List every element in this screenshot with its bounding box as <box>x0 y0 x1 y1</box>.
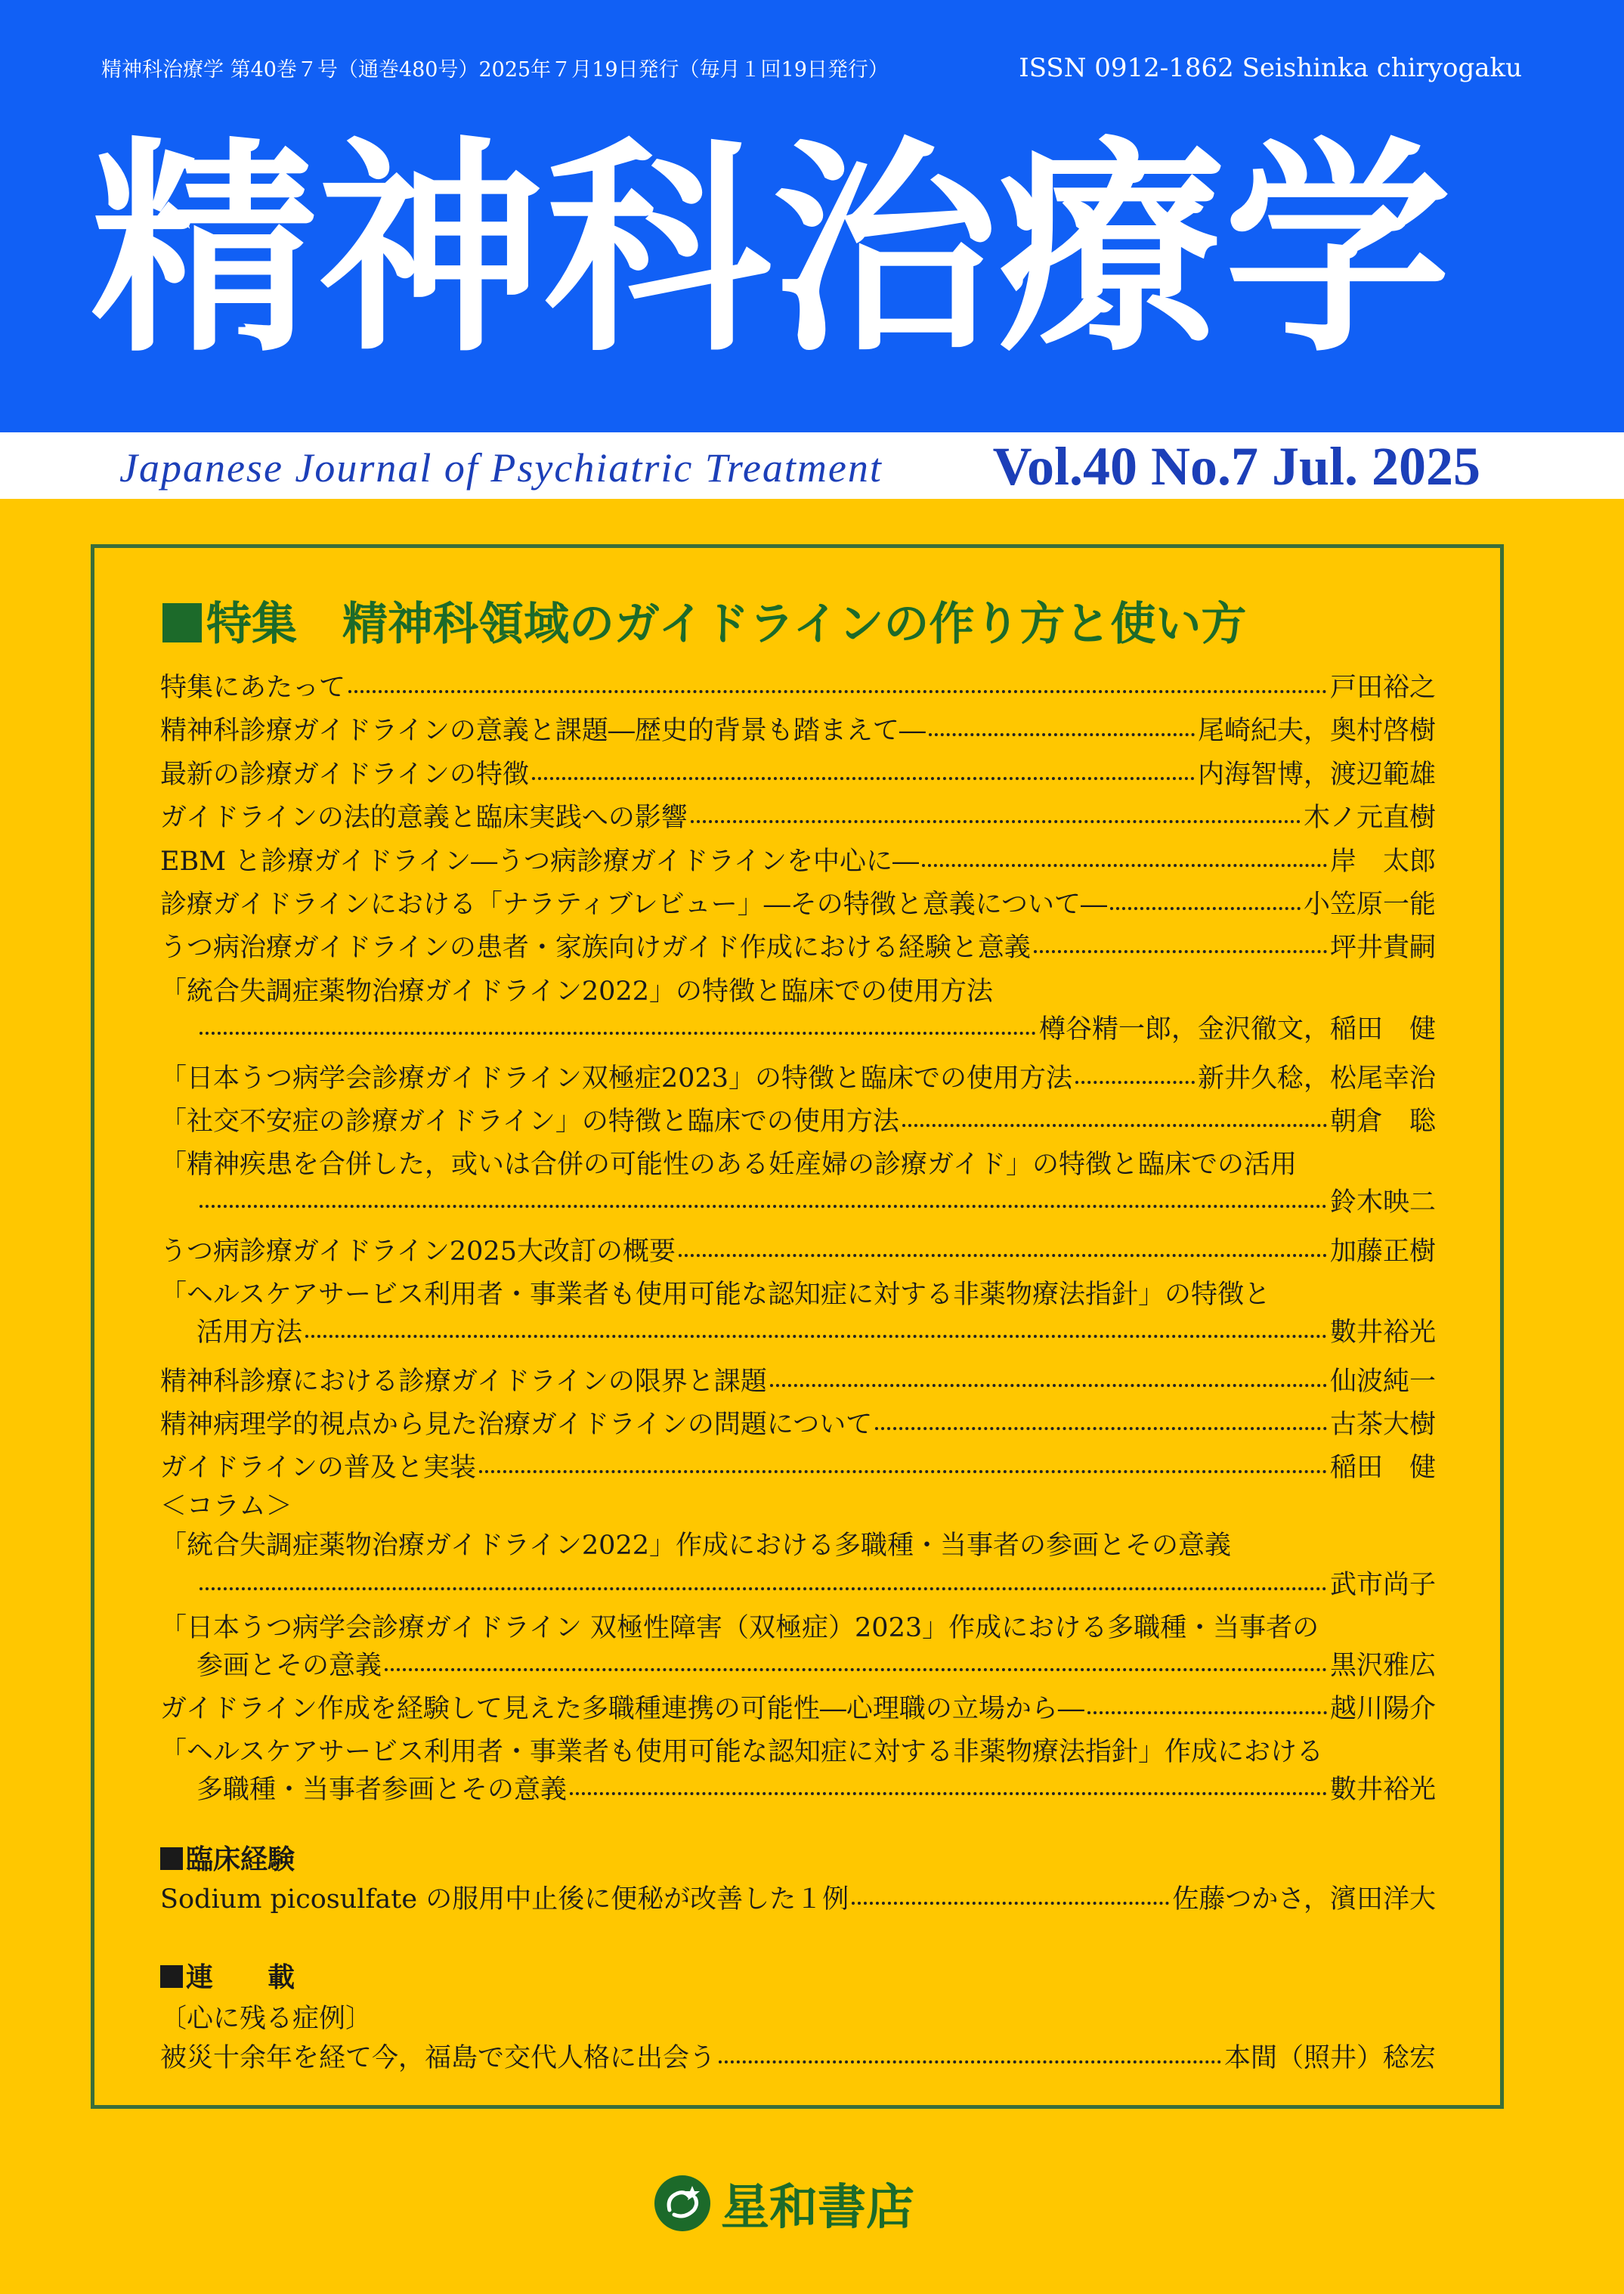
entry-title: ガイドラインの普及と実装 <box>160 1453 476 1483</box>
star-logo-icon <box>654 2175 710 2231</box>
entry-title: 「日本うつ病学会診療ガイドライン双極症2023」の特徴と臨床での使用方法 <box>160 1063 1072 1094</box>
entry-title: 参画とその意義 <box>196 1651 382 1681</box>
entry-author: 尾崎紀夫，奥村啓樹 <box>1197 716 1436 746</box>
clinical-heading <box>160 1838 295 1877</box>
entry-title: 特集にあたって <box>160 673 346 703</box>
leader-dots <box>922 843 1327 867</box>
leader-dots <box>1075 1060 1195 1084</box>
toc-entry <box>160 1276 1436 1314</box>
entry-author: 越川陽介 <box>1329 1694 1436 1724</box>
toc-entry <box>160 1449 1436 1487</box>
entry-author: 佐藤つかさ，濱田洋大 <box>1172 1884 1436 1915</box>
entry-author: 古茶大樹 <box>1329 1410 1436 1440</box>
entry-author: 本間（照井）稔宏 <box>1223 2043 1436 2073</box>
entry-title: 活用方法 <box>196 1317 303 1348</box>
toc-entry <box>160 1103 1436 1141</box>
entry-title: うつ病診療ガイドライン2025大改訂の概要 <box>160 1237 676 1267</box>
entry-author: 黒沢雅広 <box>1329 1651 1436 1681</box>
entry-title: 「精神疾患を合併した，或いは合併の可能性のある妊産婦の診療ガイド」の特徴と臨床での活用 <box>160 1150 1297 1180</box>
volume-info: Vol.40 No.7 Jul. 2025 <box>992 436 1480 497</box>
serial-subheading <box>160 1998 372 2035</box>
toc-entry <box>160 1406 1436 1444</box>
leader-dots <box>1110 886 1301 910</box>
toc-entry <box>160 1690 1436 1728</box>
leader-dots <box>479 1449 1327 1473</box>
entry-title: 精神病理学的視点から見た治療ガイドラインの問題について <box>160 1410 873 1440</box>
leader-dots <box>875 1406 1327 1430</box>
entry-title: 「ヘルスケアサービス利用者・事業者も使用可能な認知症に対する非薬物療法指針」の特徴と <box>160 1280 1270 1310</box>
leader-dots <box>385 1647 1327 1671</box>
toc-entry <box>160 886 1436 924</box>
leader-dots <box>200 1566 1327 1590</box>
entry-title: 「社交不安症の診療ガイドライン」の特徴と臨床での使用方法 <box>160 1107 899 1137</box>
publisher-name: 星和書店 <box>721 2180 914 2236</box>
toc-entry <box>160 1647 1436 1685</box>
entry-title: 「ヘルスケアサービス利用者・事業者も使用可能な認知症に対する非薬物療法指針」作成における <box>160 1737 1323 1767</box>
leader-dots <box>200 1011 1036 1035</box>
english-title: Japanese Journal of Psychiatric Treatment <box>119 445 883 491</box>
leader-dots <box>679 1233 1327 1257</box>
serial-subheading-text: 〔心に残る症例〕 <box>160 2004 373 2034</box>
column-heading <box>160 1485 292 1523</box>
toc-entry <box>160 669 1436 707</box>
entry-author: 岸 太郎 <box>1329 847 1436 877</box>
entry-title: うつ病治療ガイドラインの患者・家族向けガイド作成における経験と意義 <box>160 933 1031 963</box>
journal-title: 精神科治療学 <box>91 116 1451 382</box>
serial-heading-text: 連 載 <box>186 1962 295 1993</box>
entry-title: 最新の診療ガイドラインの特徴 <box>160 760 529 790</box>
toc-entry <box>160 1060 1436 1097</box>
leader-dots <box>200 1184 1327 1208</box>
entry-author: 木ノ元直樹 <box>1303 803 1436 833</box>
entry-author: 樽谷精一郎，金沢徹文，稲田 健 <box>1038 1014 1436 1045</box>
entry-author: 鈴木映二 <box>1329 1187 1436 1218</box>
entry-title: 「統合失調症薬物治療ガイドライン2022」の特徴と臨床での使用方法 <box>160 977 993 1007</box>
serial-heading <box>160 1956 295 1995</box>
leader-dots <box>1087 1690 1327 1714</box>
issn: ISSN 0912-1862 Seishinka chiryogaku <box>1019 53 1522 83</box>
entry-title: 多職種・当事者参画とその意義 <box>196 1775 568 1805</box>
entry-author: 坪井貴嗣 <box>1329 933 1436 963</box>
toc-entry <box>160 1527 1436 1565</box>
toc-entry <box>160 2039 1436 2077</box>
entry-author: 仙波純一 <box>1329 1367 1436 1397</box>
issue-info-bar <box>101 53 1522 88</box>
toc-entry <box>160 1314 1436 1351</box>
leader-dots <box>719 2039 1221 2063</box>
toc-entry-continued <box>160 1566 1436 1604</box>
entry-title: 「日本うつ病学会診療ガイドライン 双極性障害（双極症）2023」作成における多職種・当事者の <box>160 1613 1319 1643</box>
entry-author: 内海智博，渡辺範雄 <box>1197 760 1436 790</box>
leader-dots <box>1034 929 1327 953</box>
entry-title: 被災十余年を経て今，福島で交代人格に出会う <box>160 2043 716 2073</box>
entry-title: 精神科診療ガイドラインの意義と課題―歴史的背景も踏まえて― <box>160 716 926 746</box>
entry-author: 武市尚子 <box>1329 1570 1436 1600</box>
entry-title: 診療ガイドラインにおける「ナラティブレビュー」―その特徴と意義について― <box>160 890 1108 920</box>
publisher <box>654 2173 914 2234</box>
leader-dots <box>852 1881 1169 1905</box>
column-heading-text: ＜コラム＞ <box>160 1491 292 1522</box>
toc-entry-continued <box>160 1184 1436 1221</box>
clinical-heading-text: 臨床経験 <box>186 1844 295 1875</box>
toc-entry <box>160 756 1436 794</box>
toc-entry <box>160 799 1436 837</box>
toc-entry <box>160 929 1436 967</box>
leader-dots <box>770 1363 1327 1387</box>
toc-entry <box>160 1146 1436 1184</box>
leader-dots <box>305 1314 1327 1338</box>
entry-title: 精神科診療における診療ガイドラインの限界と課題 <box>160 1367 767 1397</box>
issue-info: 精神科治療学 第40巻７号（通巻480号）2025年７月19日発行（毎月１回19日発行） <box>101 58 889 82</box>
toc-entry <box>160 712 1436 750</box>
entry-title: ガイドライン作成を経験して見えた多職種連携の可能性―心理職の立場から― <box>160 1694 1084 1724</box>
leader-dots <box>532 756 1195 780</box>
entry-author: 數井裕光 <box>1329 1775 1436 1805</box>
entry-title: ガイドラインの法的意義と臨床実践への影響 <box>160 803 688 833</box>
leader-dots <box>902 1103 1327 1127</box>
toc-entry <box>160 843 1436 881</box>
toc-entry <box>160 1881 1436 1918</box>
feature-heading <box>162 588 1246 653</box>
square-bullet-icon <box>162 603 202 642</box>
leader-dots <box>570 1771 1327 1795</box>
entry-author: 朝倉 聡 <box>1329 1107 1436 1137</box>
entry-title: 「統合失調症薬物治療ガイドライン2022」作成における多職種・当事者の参画とその意義 <box>160 1531 1231 1561</box>
square-bullet-icon <box>160 1847 183 1870</box>
toc-entry <box>160 1363 1436 1401</box>
toc-entry <box>160 1609 1436 1647</box>
entry-title: Sodium picosulfate の服用中止後に便秘が改善した１例 <box>160 1884 849 1915</box>
entry-author: 新井久稔，松尾幸治 <box>1197 1063 1436 1094</box>
entry-author: 稲田 健 <box>1329 1453 1436 1483</box>
toc-entry <box>160 1233 1436 1271</box>
feature-heading-text: 特集 精神科領域のガイドラインの作り方と使い方 <box>206 598 1247 651</box>
toc-entry <box>160 1733 1436 1771</box>
leader-dots <box>929 712 1195 736</box>
toc-entry-continued <box>160 1011 1436 1048</box>
entry-author: 數井裕光 <box>1329 1317 1436 1348</box>
entry-author: 加藤正樹 <box>1329 1237 1436 1267</box>
toc-entry <box>160 973 1436 1011</box>
leader-dots <box>691 799 1301 823</box>
entry-author: 戸田裕之 <box>1329 673 1436 703</box>
entry-title: EBM と診療ガイドライン―うつ病診療ガイドラインを中心に― <box>160 847 920 877</box>
leader-dots <box>348 669 1327 693</box>
entry-author: 小笠原一能 <box>1303 890 1436 920</box>
toc-entry <box>160 1771 1436 1809</box>
square-bullet-icon <box>160 1965 183 1988</box>
